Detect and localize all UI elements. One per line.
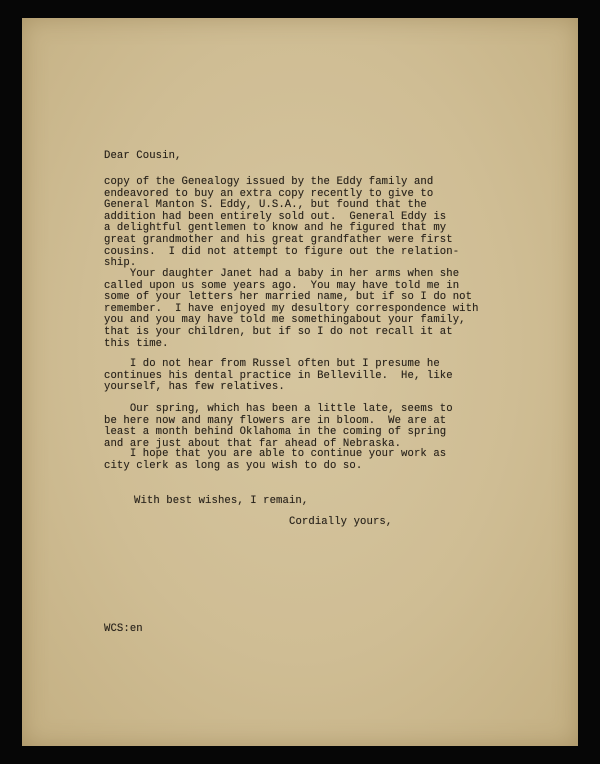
salutation: Dear Cousin, (104, 150, 182, 162)
paragraph-spring: Our spring, which has been a little late, seems to be here now and many flowers are in bloom. We are at least a month behind Oklahoma in the coming of spring and are just about that far ahead of Nebraska. (104, 403, 453, 450)
paragraph-russel: I do not hear from Russel often but I presume he continues his dental practice in Belleville. He, like yourself, has few relatives. (104, 358, 453, 394)
signoff: Cordially yours, (289, 516, 393, 528)
reference-initials: WCS:en (104, 623, 143, 635)
letter-page (22, 18, 578, 746)
closing-line: With best wishes, I remain, (134, 495, 309, 507)
paragraph-genealogy: copy of the Genealogy issued by the Eddy family and endeavored to buy an extra copy recently to give to General Manton S. Eddy, U.S.A., but found that the addition had been entirely sold out. General Eddy is a delightful gentlemen to know and he figured that my great grandmother and his great grandfather were first cousins. I did not attempt to figure out the relation- ship. (104, 176, 460, 270)
paragraph-city-clerk: I hope that you are able to continue your work as city clerk as long as you wish to do so. (104, 448, 447, 472)
paragraph-janet: Your daughter Janet had a baby in her arms when she called upon us some years ago. You may have told me in some of your letters her married name, but if so I do not remember. I have enjoyed my desultory correspondence with you and you may have told me somethingabout your family, that is your children, but if so I do not recall it at this time. (104, 268, 479, 350)
